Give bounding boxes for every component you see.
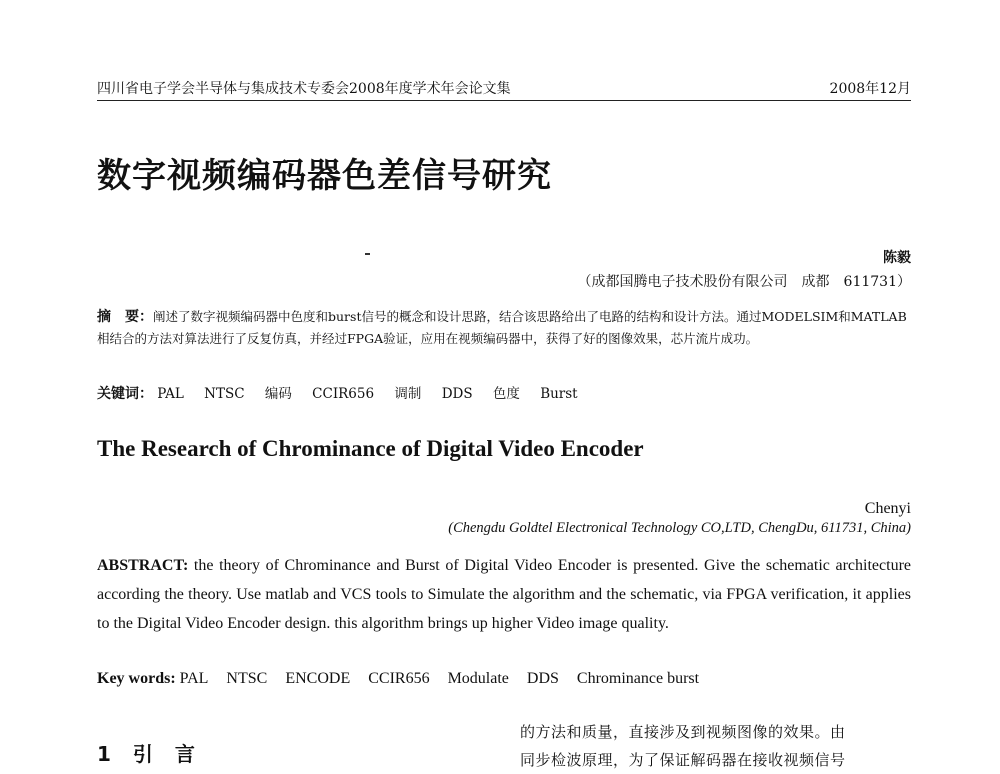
paper-title-cn: 数字视频编码器色差信号研究	[97, 156, 552, 196]
keyword-cn: 调制	[394, 386, 422, 402]
body-line: 同步检波原理，为了保证解码器在接收视频信号	[520, 751, 846, 769]
keyword-en: Modulate	[447, 670, 509, 687]
abstract-en-label: ABSTRACT:	[97, 557, 189, 574]
keyword-en: PAL	[179, 670, 209, 687]
running-header-date: 2008年12月	[829, 81, 911, 97]
running-header-proceedings: 四川省电子学会半导体与集成技术专委会2008年度学术年会论文集	[97, 81, 511, 97]
author-en: Chenyi	[864, 500, 911, 517]
abstract-en	[97, 551, 911, 638]
keyword-en: NTSC	[226, 670, 268, 687]
keywords-en	[97, 670, 911, 688]
keywords-cn	[97, 382, 911, 403]
abstract-en-text: the theory of Chrominance and Burst of Digital Video Encoder is presented. Give the schematic architecture according the theory. Use matlab and VCS tools to Simulate the algorithm and the schematic, via FPGA verification, it applies to the Digital Video Encoder design. this algorithm brings up higher Video image quality.	[97, 557, 911, 632]
keyword-cn: 色度	[492, 386, 520, 402]
keyword-en: Chrominance burst	[576, 670, 700, 687]
body-line: 的方法和质量，直接涉及到视频图像的效果。由	[520, 723, 846, 741]
section-title-char: 引	[132, 742, 153, 766]
keyword-en: DDS	[526, 670, 559, 687]
keyword-en: ENCODE	[285, 670, 351, 687]
keywords-cn-label: 关键词：	[97, 386, 153, 402]
keyword-cn: PAL	[157, 386, 184, 402]
keyword-cn: CCIR656	[312, 386, 375, 402]
section-heading-introduction	[97, 738, 195, 767]
abstract-cn-label: 摘 要：	[97, 309, 153, 325]
keywords-en-label: Key words:	[97, 670, 176, 687]
running-header	[97, 76, 911, 101]
paper-title-en: The Research of Chrominance of Digital Video Encoder	[97, 436, 644, 461]
affiliation-en: (Chengdu Goldtel Electronical Technology CO,LTD, ChengDu, 611731, China)	[448, 520, 911, 536]
section-title-char: 言	[174, 742, 195, 766]
abstract-cn	[97, 306, 911, 350]
keyword-cn: 编码	[264, 386, 292, 402]
stray-mark	[365, 253, 370, 255]
affiliation-cn: （成都国腾电子技术股份有限公司 成都 611731）	[577, 274, 911, 290]
section-number: 1	[97, 742, 111, 766]
abstract-cn-text: 阐述了数字视频编码器中色度和burst信号的概念和设计思路，结合该思路给出了电路的结构和设计方法。通过MODELSIM和MATLAB相结合的方法对算法进行了反复仿真，并经过FPGA验证，应用在视频编码器中，获得了好的图像效果，芯片流片成功。	[97, 309, 907, 346]
keyword-en: CCIR656	[368, 670, 430, 687]
keyword-cn: DDS	[441, 386, 473, 402]
keyword-cn: Burst	[540, 386, 578, 402]
author-cn: 陈毅	[883, 250, 911, 266]
body-text-right-column	[520, 718, 912, 774]
keyword-cn: NTSC	[204, 386, 245, 402]
